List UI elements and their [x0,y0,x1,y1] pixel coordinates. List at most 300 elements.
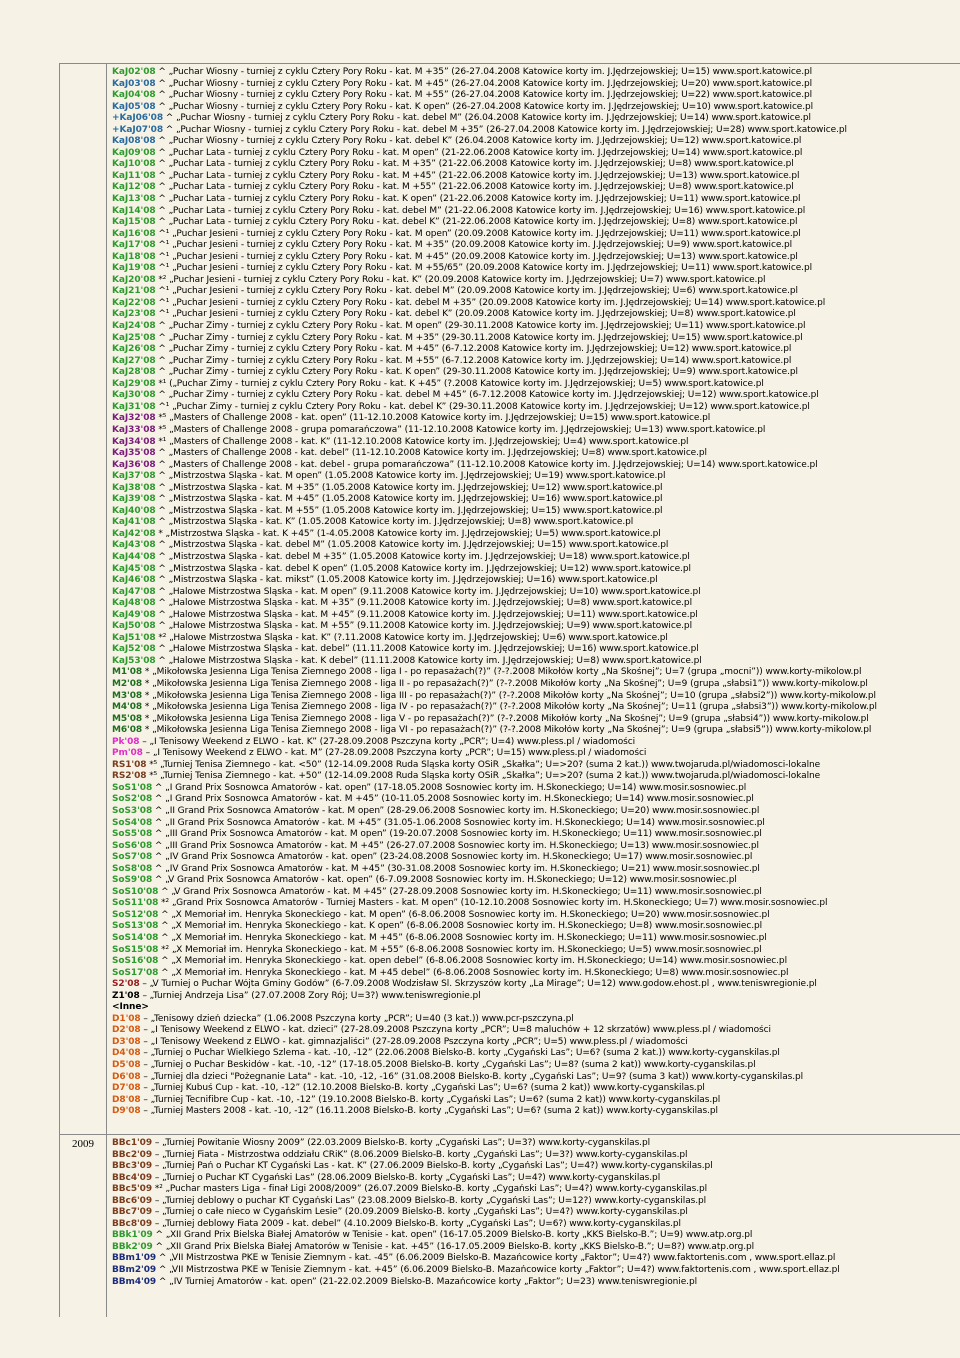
list-item [112,945,960,957]
tournament-code: KaJ04'08 [112,90,156,101]
list-item [112,333,960,345]
list-item [112,171,960,183]
list-item [112,194,960,206]
tournament-description: ^¹ „Puchar Jesieni - turniej z cyklu Cztery Pory Roku - kat. debel M +35” (20.09.2008 Katowice korty im. J.Jędrzejowskiej; U=14) www.sport.katowice.pl [155,297,826,308]
tournament-description: – „V Turniej o Puchar Wójta Gminy Godów” (6-7.09.2008 Wodzisław Śl. Skrzyszów korty „La Mirage”; U=12) www.godow.ehost.pl , www.teniswregionie.pl [139,979,817,990]
tournament-code: M4'08 [112,702,143,713]
tournament-code: KaJ10'08 [112,159,156,170]
tournament-code: BBc4'09 [112,1172,153,1183]
tournament-code: M2'08 [112,678,143,689]
list-item [112,309,960,321]
tournament-description: *² „X Memoriał im. Henryka Skoneckiego - kat. M +55” (6-8.06.2008 Sosnowiec korty im. H.Skoneckiego; U=5) www.mosir.sosnowiec.pl [158,944,762,955]
list-item [112,263,960,275]
tournament-description: ^ „Puchar Wiosny - turniej z cyklu Cztery Pory Roku - kat. K open” (26-27.04.2008 Katowice korty im. J.Jędrzejowskiej; U=10) www.sport.katowice.pl [155,101,814,112]
list-item [112,968,960,980]
list-item [112,529,960,541]
tournament-code: BBc6'09 [112,1195,153,1206]
list-item [112,275,960,287]
list-item [112,748,960,760]
tournament-description: ^ „Mistrzostwa Śląska - kat. M +35” (1.05.2008 Katowice korty im. J.Jędrzejowskiej; U=12) www.sport.katowice.pl [155,482,663,493]
list-item [112,136,960,148]
tournament-description: ^ „Halowe Mistrzostwa Śląska - kat. M +35” (9.11.2008 Katowice korty im. J.Jędrzejowskiej; U=8) www.sport.katowice.pl [155,598,692,609]
tournament-description: ^¹ „Puchar Jesieni - turniej z cyklu Cztery Pory Roku - kat. M +35” (20.09.2008 Katowice korty im. J.Jędrzejowskiej; U=9) www.sport.katowice.pl [155,240,793,251]
tournament-code: KaJ12'08 [112,182,156,193]
tournament-description: ^ „IV Grand Prix Sosnowca Amatorów - kat. M +45” (30-31.08.2008 Sosnowiec korty im. H.Skoneckiego; U=21) www.mosir.sosnowiec.pl [152,863,760,874]
tournament-code: KaJ24'08 [112,321,156,332]
document-table [59,63,960,1317]
tournament-description: ^ „Masters of Challenge 2008 - kat. debel” (11-12.10.2008 Katowice korty im. J.Jędrzejowskiej; U=8) www.sport.katowice.pl [155,448,707,459]
tournament-description: ^ „XII Grand Prix Bielska Białej Amatorów w Tenisie - kat. +45” (16-17.05.2009 Bielsko-B. korty „KKS Bielsko-B.”; U=8?) www.atp.org.pl [152,1241,755,1252]
tournament-code: BBc1'09 [112,1138,153,1148]
list-item [112,1083,960,1095]
tournament-code: KaJ30'08 [112,390,156,401]
tournament-description: ^¹ „Puchar Jesieni - turniej z cyklu Cztery Pory Roku - kat. debel K” (20.09.2008 Katowice korty im. J.Jędrzejowskiej; U=8) www.sport.katowice.pl [155,309,796,320]
tournament-code: M1'08 [112,667,143,678]
tournament-description: – „Turniej Kubuś Cup - kat. -10, -12” (12.10.2008 Bielsko-B. korty „Cygański Las”; U=6? (suma 2 kat)) www.korty-cyganskilas.pl [140,1083,705,1094]
tournament-description: – „Turniej o Puchar Wielkiego Szlema - kat. -10, -12” (22.06.2008 Bielsko-B. korty „Cygański Las”; U=6? (suma 2 kat.)) www.korty-cyganskilas.pl [140,1048,780,1059]
tournament-description: ^ „VII Mistrzostwa PKE w Tenisie Ziemnym - kat. +45” (6.06.2009 Bielsko-B. Mazańcowice korty „Faktor”; U=4?) www.faktortenis.com , www.sport.ellaz.pl [156,1265,840,1276]
tournament-description: – „Turniej deblowy o puchar KT Cygański Las” (23.08.2009 Bielsko-B. korty „Cygański Las”; U=12?) www.korty-cyganskilas.pl [152,1195,707,1206]
list-item [112,1048,960,1060]
list-item [112,679,960,691]
tournament-description: * „Mikołowska Jesienna Liga Tenisa Ziemnego 2008 - liga I - po repasażach(?)” (?-?.2008 Mikołów korty „Na Skośnej”; U=7 (grupa „mocni”)) www.korty-mikolow.pl [142,667,862,678]
year-divider [60,1134,960,1135]
tournament-code: KaJ05'08 [112,101,156,112]
tournament-code: KaJ29'08 [112,378,156,389]
list-item [112,644,960,656]
list-item [112,286,960,298]
tournament-description: ^ „Puchar Lata - turniej z cyklu Cztery Pory Roku - kat. M +55” (21-22.06.2008 Katowice korty im. J.Jędrzejowskiej; U=8) www.sport.katowice.pl [155,182,794,193]
tournament-description: ^ „Halowe Mistrzostwa Śląska - kat. M +45” (9.11.2008 Katowice korty im. J.Jędrzejowskiej; U=11) www.sport.katowice.pl [155,609,698,620]
list-item [112,90,960,102]
tournament-description: – „I Tenisowy Weekend z ELWO - kat. K” (27-28.09.2008 Pszczyna korty „PCR”; U=4) www.pless.pl / wiadomości [139,736,636,747]
list-item [112,910,960,922]
list-item [112,979,960,991]
list-item [112,737,960,749]
list-item [112,367,960,379]
list-item [112,517,960,529]
tournament-description: *⁵ „Masters of Challenge 2008 - kat. open” (11-12.10.2008 Katowice korty im. J.Jędrzejowskiej; U=15) www.sport.katowice.pl [155,413,711,424]
list-item [112,818,960,830]
tournament-description: ^ „Puchar Lata - turniej z cyklu Cztery Pory Roku - kat. M +35” (21-22.06.2008 Katowice korty im. J.Jędrzejowskiej; U=8) www.sport.katowice.pl [155,159,794,170]
tournament-code: KaJ17'08 [112,240,156,251]
tournament-code: D4'08 [112,1048,141,1059]
tournament-description: ^ „Puchar Wiosny - turniej z cyklu Cztery Pory Roku - kat. M +35” (26-27.04.2008 Katowice korty im. J.Jędrzejowskiej; U=15) www.sport.katowice.pl [155,67,813,77]
tournament-code: KaJ45'08 [112,563,156,574]
tournament-description: * „Mikołowska Jesienna Liga Tenisa Ziemnego 2008 - liga II - po repasażach(?)” (?-?.2008 Mikołów korty „Na Skośnej”; U=9 (grupa „słabsi1”)) www.korty-mikolow.pl [142,678,868,689]
tournament-code: D1'08 [112,1013,141,1024]
tournament-description: ^ „Mistrzostwa Śląska - kat. debel M +35” (1.05.2008 Katowice korty im. J.Jędrzejowskiej; U=18) www.sport.katowice.pl [155,551,690,562]
tournament-description: ^ „X Memoriał im. Henryka Skoneckiego - kat. M +45 debel” (6-8.06.2008 Sosnowiec korty im. H.Skoneckiego; U=8) www.mosir.sosnowiec.pl [158,967,789,978]
list-item [112,864,960,876]
list-item [112,771,960,783]
list-item [112,933,960,945]
list-item [112,587,960,599]
list-item [112,448,960,460]
tournament-description: ^¹ „Puchar Jesieni - turniej z cyklu Cztery Pory Roku - kat. M +45” (20.09.2008 Katowice korty im. J.Jędrzejowskiej; U=13) www.sport.katowice.pl [155,251,798,262]
tournament-code: KaJ39'08 [112,494,156,505]
list-item [112,656,960,668]
list-item [112,240,960,252]
tournament-code: SoS8'08 [112,863,153,874]
list-item [112,1072,960,1084]
tournament-description: – „I Tenisowy Weekend z ELWO - kat. M” (27-28.09.2008 Pszczyna korty „PCR”; U=15) www.pless.pl / wiadomości [142,748,647,759]
tournament-description: *⁵ „Turniej Tenisa Ziemnego - kat. +50” (12-14.09.2008 Ruda Śląska korty OSiR „Skałka”; U=>20? (suma 2 kat.)) www.twojaruda.pl/wiadomosci-lokalne [146,771,821,782]
tournament-code: D3'08 [112,1036,141,1047]
tournament-code: KaJ15'08 [112,217,156,228]
tournament-description: ^ „II Grand Prix Sosnowca Amatorów - kat. M +45” (31.05-1.06.2008 Sosnowiec korty im. H.Skoneckiego; U=14) www.mosir.sosnowiec.pl [152,817,765,828]
tournament-description: *² „Puchar masters Liga - finał Ligi 2008/2009” (26.07.2009 Bielsko-B. korty „Cygański Las”; U=4?) www.korty-cyganskilas.pl [152,1184,708,1195]
list-item [112,182,960,194]
list-item [112,852,960,864]
tournament-description: ^ „VII Mistrzostwa PKE w Tenisie Ziemnym - kat. -45” (6.06.2009 Bielsko-B. Mazańcowice korty „Faktor”; U=4?) www.faktortenis.com , www.sport.ellaz.pl [156,1253,836,1264]
tournament-description: ^ „I Grand Prix Sosnowca Amatorów - kat. open” (17-18.05.2008 Sosnowiec korty im. H.Skoneckiego; U=14) www.mosir.sosnowiec.pl [152,782,747,793]
tournament-code: M3'08 [112,690,143,701]
tournament-list-2008 [112,67,960,1118]
tournament-code: KaJ11'08 [112,170,156,181]
tournament-code: SoS7'08 [112,852,153,863]
tournament-code: KaJ23'08 [112,309,156,320]
tournament-description: *² „Grand Prix Sosnowca Amatorów - Turniej Masters - kat. M open” (10-12.10.2008 Sosnowiec korty im. H.Skoneckiego; U=7) www.mosir.sosnowiec.pl [158,898,828,909]
tournament-code: KaJ13'08 [112,194,156,205]
list-item [112,229,960,241]
tournament-code: M5'08 [112,713,143,724]
tournament-list-2009 [112,1138,960,1288]
list-item [112,760,960,772]
tournament-description: ^ „Mistrzostwa Śląska - kat. K” (1.05.2008 Katowice korty im. J.Jędrzejowskiej; U=8) www.sport.katowice.pl [155,517,634,528]
list-item [112,1184,960,1196]
tournament-description: *² „Halowe Mistrzostwa Śląska - kat. K” (?.11.2008 Katowice korty im. J.Jędrzejowskiej; U=6) www.sport.katowice.pl [155,632,668,643]
tournament-description: ^ „Halowe Mistrzostwa Śląska - kat. K debel” (11.11.2008 Katowice korty im. J.Jędrzejowskiej; U=8) www.sport.katowice.pl [155,655,702,666]
tournament-description: – „Turniej Powitanie Wiosny 2009” (22.03.2009 Bielsko-B. korty „Cygański Las”; U=3?) www.korty-cyganskilas.pl [152,1138,651,1148]
tournament-description: ^ „Puchar Zimy - turniej z cyklu Cztery Pory Roku - kat. M +45” (6-7.12.2008 Katowice korty im. J.Jędrzejowskiej; U=12) www.sport.katowice.pl [155,344,792,355]
list-item [112,125,960,137]
tournament-description: ^ „Puchar Wiosny - turniej z cyklu Cztery Pory Roku - kat. M +45” (26-27.04.2008 Katowice korty im. J.Jędrzejowskiej; U=20) www.sport.katowice.pl [155,78,813,89]
tournament-description: ^ „IV Turniej Amatorów - kat. open” (21-22.02.2009 Bielsko-B. Mazańcowice korty „Faktor”; U=23) www.teniswregionie.pl [156,1276,698,1287]
list-item [112,806,960,818]
tournament-description: ^ „IV Grand Prix Sosnowca Amatorów - kat. open” (23-24.08.2008 Sosnowiec korty im. H.Skoneckiego; U=17) www.mosir.sosnowiec.pl [152,852,753,863]
list-item [112,79,960,91]
list-item [112,1196,960,1208]
tournament-code: KaJ25'08 [112,332,156,343]
tournament-code: BBc2'09 [112,1149,153,1160]
tournament-description: * „Mikołowska Jesienna Liga Tenisa Ziemnego 2008 - liga IV - po repasażach(?)” (?-?.2008 Mikołów korty „Na Skośnej”; U=11 (grupa „słabsi3”)) www.korty-mikolow.pl [142,702,877,713]
tournament-code: KaJ52'08 [112,644,156,655]
tournament-description: ^ „X Memoriał im. Henryka Skoneckiego - kat. K open” (6-8.06.2008 Sosnowiec korty im. H.Skoneckiego; U=8) www.mosir.sosnowiec.pl [158,921,763,932]
list-item [112,610,960,622]
tournament-description: ^ „Puchar Wiosny - turniej z cyklu Cztery Pory Roku - kat. debel M +35” (26-27.04.2008 Katowice korty im. J.Jędrzejowskiej; U=28) www.sport.katowice.pl [163,124,847,135]
tournament-code: SoS9'08 [112,875,153,886]
list-item [112,102,960,114]
tournament-description: ^ „Masters of Challenge 2008 - kat. debel - grupa pomarańczowa” (11-12.10.2008 Katowice korty im. J.Jędrzejowskiej; U=14) www.sport.katowice.pl [155,459,818,470]
tournament-description: ^ „Mistrzostwa Śląska - kat. debel K open” (1.05.2008 Katowice korty im. J.Jędrzejowskiej; U=12) www.sport.katowice.pl [155,563,691,574]
list-item [112,783,960,795]
tournament-description: – „Tenisowy dzień dziecka” (1.06.2008 Pszczyna korty „PCR”; U=40 (3 kat.)) www.pcr-pszczyna.pl [140,1013,574,1024]
list-item [112,67,960,79]
list-item [112,991,960,1003]
list-item [112,1277,960,1289]
list-item [112,1138,960,1150]
tournament-description: – „Turniej Masters 2008 - kat. -10, -12” (16.11.2008 Bielsko-B. korty „Cygański Las”; U=6? (suma 2 kat)) www.korty-cyganskilas.pl [140,1106,718,1117]
tournament-code: M6'08 [112,725,143,736]
list-item [112,1253,960,1265]
tournament-code: KaJ26'08 [112,344,156,355]
tournament-description: ^ „V Grand Prix Sosnowca Amatorów - kat. open” (6-7.09.2008 Sosnowiec korty im. H.Skoneckiego; U=12) www.mosir.sosnowiec.pl [152,875,737,886]
tournament-code: BBc3'09 [112,1161,153,1172]
list-item [112,956,960,968]
tournament-code: SoS12'08 [112,909,159,920]
list-item [112,841,960,853]
list-item [112,1014,960,1026]
tournament-code: KaJ36'08 [112,459,156,470]
list-item [112,1173,960,1185]
tournament-code: KaJ34'08 [112,436,156,447]
tournament-description: *⁵ „Turniej Tenisa Ziemnego - kat. <50” (12-14.09.2008 Ruda Śląska korty OSiR „Skałka”; U=>20? (suma 2 kat.)) www.twojaruda.pl/wiadomosci-lokalne [146,759,821,770]
tournament-code: SoS4'08 [112,817,153,828]
tournament-code: SoS14'08 [112,933,159,944]
tournament-code: BBm4'09 [112,1276,157,1287]
list-item [112,483,960,495]
list-item [112,494,960,506]
tournament-description: ^ „Puchar Wiosny - turniej z cyklu Cztery Pory Roku - kat. M +55” (26-27.04.2008 Katowice korty im. J.Jędrzejowskiej; U=22) www.sport.katowice.pl [155,90,813,101]
tournament-code: KaJ49'08 [112,609,156,620]
tournament-description: ^ „Puchar Lata - turniej z cyklu Cztery Pory Roku - kat. M +45” (21-22.06.2008 Katowice korty im. J.Jędrzejowskiej; U=13) www.sport.katowice.pl [155,170,800,181]
list-item [112,702,960,714]
tournament-code: KaJ53'08 [112,655,156,666]
tournament-code: KaJ38'08 [112,482,156,493]
list-item [112,1150,960,1162]
tournament-description: ^ „XII Grand Prix Bielska Białej Amatorów w Tenisie - kat. open” (16-17.05.2009 Bielsko-B. korty „KKS Bielsko-B.”; U=9) www.atp.org.pl [152,1230,753,1241]
tournament-code: KaJ20'08 [112,274,156,285]
tournament-description: ^ „Mistrzostwa Śląska - kat. debel M” (1.05.2008 Katowice korty im. J.Jędrzejowskiej; U=15) www.sport.katowice.pl [155,540,669,551]
list-item [112,829,960,841]
tournament-description: ^ „V Grand Prix Sosnowca Amatorów - kat. M +45” (27-28.09.2008 Sosnowiec korty im. H.Skoneckiego; U=11) www.mosir.sosnowiec.pl [158,886,762,897]
tournament-code: BBm1'09 [112,1253,157,1264]
list-item [112,1106,960,1118]
list-item [112,1242,960,1254]
tournament-code: KaJ42'08 [112,528,156,539]
tournament-description: – „Turniej deblowy Fiata 2009 - kat. debel” (4.10.2009 Bielsko-B. korty „Cygański Las”; U=6?) www.korty-cyganskilas.pl [152,1218,681,1229]
tournament-code: KaJ21'08 [112,286,156,297]
tournament-description: ^¹ „Puchar Jesieni - turniej z cyklu Cztery Pory Roku - kat. M open” (20.09.2008 Katowice korty im. J.Jędrzejowskiej; U=11) www.sport.katowice.pl [155,228,801,239]
tournament-code: SoS3'08 [112,806,153,816]
tournament-description: * „Mikołowska Jesienna Liga Tenisa Ziemnego 2008 - liga VI - po repasażach(?)” (?-?.2008 Mikołów korty „Na Skośnej”; U=9 (grupa „słabsi5”)) www.korty-mikolow.pl [142,725,872,736]
year-label-2009: 2009 [72,1138,94,1150]
tournament-code: SoS11'08 [112,898,159,909]
tournament-code: KaJ50'08 [112,621,156,632]
list-item [112,460,960,472]
tournament-description: *¹ („Puchar Zimy - turniej z cyklu Cztery Pory Roku - kat. K +45” (?.2008 Katowice korty im. J.Jędrzejowskiej; U=5) www.sport.katowice.pl [155,378,764,389]
tournament-code: KaJ44'08 [112,551,156,562]
list-item [112,390,960,402]
tournament-description: ^ „Puchar Lata - turniej z cyklu Cztery Pory Roku - kat. K open” (21-22.06.2008 Katowice korty im. J.Jędrzejowskiej; U=11) www.sport.katowice.pl [155,194,801,205]
list-item [112,714,960,726]
list-item [112,437,960,449]
tournament-code: BBm2'09 [112,1265,157,1276]
tournament-code: SoS6'08 [112,840,153,851]
tournament-code: D6'08 [112,1071,141,1082]
tournament-code: KaJ48'08 [112,598,156,609]
list-item [112,148,960,160]
tournament-description: ^ „Puchar Wiosny - turniej z cyklu Cztery Pory Roku - kat. debel K” (26.04.2008 Katowice korty im. J.Jędrzejowskiej; U=12) www.sport.katowice.pl [155,136,802,147]
tournament-code: D2'08 [112,1025,141,1036]
list-item [112,159,960,171]
list-item [112,921,960,933]
tournament-description: ^ „Halowe Mistrzostwa Śląska - kat. debel” (11.11.2008 Katowice korty im. J.Jędrzejowskiej; U=16) www.sport.katowice.pl [155,644,699,655]
list-item [112,691,960,703]
tournament-code: S2'08 [112,979,140,990]
tournament-description: – „Turniej Andrzeja Lisa” (27.07.2008 Żory Rój; U=3?) www.teniswregionie.pl [139,990,481,1001]
list-item [112,356,960,368]
tournament-code: D9'08 [112,1106,141,1117]
list-item [112,1161,960,1173]
tournament-code: KaJ02'08 [112,67,156,77]
list-item [112,875,960,887]
tournament-description: ^ „Puchar Zimy - turniej z cyklu Cztery Pory Roku - kat. K open” (29-30.11.2008 Katowice korty im. J.Jędrzejowskiej; U=9) www.sport.katowice.pl [155,367,798,378]
tournament-code: SoS2'08 [112,794,153,805]
list-item [112,1025,960,1037]
year-column [60,64,107,1317]
list-item [112,298,960,310]
tournament-description: ^ „Mistrzostwa Śląska - kat. mikst” (1.05.2008 Katowice korty im. J.Jędrzejowskiej; U=16) www.sport.katowice.pl [155,575,658,586]
list-item [112,217,960,229]
tournament-code: KaJ18'08 [112,251,156,262]
tournament-description: * „Mistrzostwa Śląska - kat. K +45” (1-4.05.2008 Katowice korty im. J.Jędrzejowskiej; U=5) www.sport.katowice.pl [155,528,661,539]
tournament-description: – „Turniej Pań o Puchar KT Cygański Las - kat. K” (27.06.2009 Bielsko-B. korty „Cygański Las”; U=4?) www.korty-cyganskilas.pl [152,1161,713,1172]
tournament-code: SoS10'08 [112,886,159,897]
tournament-description: ^ „Puchar Zimy - turniej z cyklu Cztery Pory Roku - kat. M +35” (29-30.11.2008 Katowice korty im. J.Jędrzejowskiej; U=15) www.sport.katowice.pl [155,332,803,343]
tournament-code: SoS17'08 [112,967,159,978]
tournament-description: – „Turniej o Puchar KT Cygański Las” (28.06.2009 Bielsko-B. korty „Cygański Las”; U=4?) www.korty-cyganskilas.pl [152,1172,661,1183]
tournament-description: ^ „Mistrzostwa Śląska - kat. M +45” (1.05.2008 Katowice korty im. J.Jędrzejowskiej; U=16) www.sport.katowice.pl [155,494,663,505]
tournament-description: ^ „Puchar Lata - turniej z cyklu Cztery Pory Roku - kat. debel M” (21-22.06.2008 Katowice korty im. J.Jędrzejowskiej; U=16) www.sport.katowice.pl [155,205,806,216]
tournament-code: BBc5'09 [112,1184,153,1195]
tournament-description: ^ „Mistrzostwa Śląska - kat. M +55” (1.05.2008 Katowice korty im. J.Jędrzejowskiej; U=15) www.sport.katowice.pl [155,505,663,516]
tournament-description: ^ „I Grand Prix Sosnowca Amatorów - kat. M +45” (10-11.05.2008 Sosnowiec korty im. H.Skoneckiego; U=14) www.mosir.sosnowiec.pl [152,794,754,805]
tournament-description: ^ „Puchar Lata - turniej z cyklu Cztery Pory Roku - kat. debel K” (21-22.06.2008 Katowice korty im. J.Jędrzejowskiej; U=8) www.sport.katowice.pl [155,217,798,228]
tournament-code: KaJ28'08 [112,367,156,378]
list-item [112,552,960,564]
tournament-description: * „Mikołowska Jesienna Liga Tenisa Ziemnego 2008 - liga V - po repasażach(?)” (?-?.2008 Mikołów korty „Na Skośnej”; U=9 (grupa „słabsi4”)) www.korty-mikolow.pl [142,713,869,724]
tournament-description: – „I Tenisowy Weekend z ELWO - kat. gimnazjaliści” (27-28.09.2008 Pszczyna korty „PCR”; U=5) www.pless.pl / wiadomości [140,1036,688,1047]
list-item [112,1219,960,1231]
tournament-code: D8'08 [112,1094,141,1105]
tournament-code: KaJ41'08 [112,517,156,528]
tournament-code: SoS1'08 [112,782,153,793]
tournament-description: ^ „X Memoriał im. Henryka Skoneckiego - kat. M +45” (6-8.06.2008 Sosnowiec korty im. H.Skoneckiego; U=11) www.mosir.sosnowiec.pl [158,933,767,944]
list-item [112,413,960,425]
tournament-code: RŚ1'08 [112,759,147,770]
tournament-description: – „Turniej Fiata - Mistrzostwa oddziału CRiK” (8.06.2009 Bielsko-B. korty „Cygański Las”; U=3?) www.korty-cyganskilas.pl [152,1149,688,1160]
tournament-description: – „Turniej dla dzieci "Pożegnanie Lata" - kat. -10, -12, -16” (31.08.2008 Bielsko-B. korty „Cygański Las”; U=9? (suma 3 kat)) www.korty-cyganskilas.pl [140,1071,804,1082]
tournament-code: RŚ2'08 [112,771,147,782]
list-item [112,425,960,437]
tournament-code: BBk1'09 [112,1230,153,1241]
tournament-code: SoS13'08 [112,921,159,932]
list-item [112,321,960,333]
list-item [112,506,960,518]
tournament-description: ^ „Puchar Lata - turniej z cyklu Cztery Pory Roku - kat. M open” (21-22.06.2008 Katowice korty im. J.Jędrzejowskiej; U=14) www.sport.katowice.pl [155,147,803,158]
tournament-code: KaJ19'08 [112,263,156,274]
tournament-code: D5'08 [112,1060,141,1071]
tournament-code: KaJ46'08 [112,575,156,586]
list-item [112,206,960,218]
tournament-code: Pk'08 [112,736,140,747]
tournament-code: D7'08 [112,1083,141,1094]
tournament-code: SoS15'08 [112,944,159,955]
tournament-code: KaJ09'08 [112,147,156,158]
tournament-code: KaJ33'08 [112,424,156,435]
tournament-description: – „Turniej Tecnifibre Cup - kat. -10, -12” (19.10.2008 Bielsko-B. korty „Cygański Las”; U=6? (suma 2 kat)) www.korty-cyganskilas.pl [140,1094,721,1105]
tournament-code: <Inne> [112,1002,149,1013]
tournament-description: – „Turniej o całe nieco w Cygańskim Lesie” (20.09.2009 Bielsko-B. korty „Cygański Las”; U=4?) www.korty-cyganskilas.pl [152,1207,688,1218]
tournament-code: SoS16'08 [112,956,159,967]
tournament-description: ^¹ „Puchar Jesieni - turniej z cyklu Cztery Pory Roku - kat. M +55/65” (20.09.2008 Katowice korty im. J.Jędrzejowskiej; U=11) www.sport.katowice.pl [155,263,812,274]
list-item [112,575,960,587]
tournament-code: KaJ16'08 [112,228,156,239]
tournament-description: ^ „X Memoriał im. Henryka Skoneckiego - kat. open debel” (6-8.06.2008 Sosnowiec korty im. H.Skoneckiego; U=14) www.mosir.sosnowiec.pl [158,956,787,967]
tournament-description: *¹ „Masters of Challenge 2008 - kat. K” (11-12.10.2008 Katowice korty im. J.Jędrzejowskiej; U=4) www.sport.katowice.pl [155,436,689,447]
list-item [112,1095,960,1107]
tournament-description: ^ „Puchar Zimy - turniej z cyklu Cztery Pory Roku - kat. M +55” (6-7.12.2008 Katowice korty im. J.Jędrzejowskiej; U=14) www.sport.katowice.pl [155,355,792,366]
tournament-code: KaJ35'08 [112,448,156,459]
list-item [112,1230,960,1242]
tournament-description: ^ „Halowe Mistrzostwa Śląska - kat. M open” (9.11.2008 Katowice korty im. J.Jędrzejowskiej; U=10) www.sport.katowice.pl [155,586,701,597]
list-item [112,794,960,806]
tournament-code: KaJ32'08 [112,413,156,424]
list-item [112,540,960,552]
tournament-code: KaJ37'08 [112,471,156,482]
tournament-description: ^ „Halowe Mistrzostwa Śląska - kat. M +55” (9.11.2008 Katowice korty im. J.Jędrzejowskiej; U=9) www.sport.katowice.pl [155,621,692,632]
tournament-code: BBk2'09 [112,1241,153,1252]
tournament-description: * „Mikołowska Jesienna Liga Tenisa Ziemnego 2008 - liga III - po repasażach(?)” (?-?.2008 Mikołów korty „Na Skośnej”; U=10 (grupa „słabsi2”)) www.korty-mikolow.pl [142,690,876,701]
tournament-description: ^ „Mistrzostwa Śląska - kat. M open” (1.05.2008 Katowice korty im. J.Jędrzejowskiej; U=19) www.sport.katowice.pl [155,471,666,482]
tournament-code: KaJ51'08 [112,632,156,643]
tournament-code: Ż1'08 [112,990,140,1001]
tournament-description: ^ „Puchar Wiosny - turniej z cyklu Cztery Pory Roku - kat. debel M” (26.04.2008 Katowice korty im. J.Jędrzejowskiej; U=14) www.sport.katowice.pl [163,113,811,124]
tournament-code: KaJ27'08 [112,355,156,366]
list-item [112,1265,960,1277]
tournament-description: ^ „X Memoriał im. Henryka Skoneckiego - kat. M open” (6-8.06.2008 Sosnowiec korty im. H.Skoneckiego; U=20) www.mosir.sosnowiec.pl [158,909,770,920]
tournament-code: KaJ22'08 [112,297,156,308]
list-item [112,667,960,679]
tournament-code: KaJ47'08 [112,586,156,597]
list-item [112,471,960,483]
tournament-code: BBc8'09 [112,1218,153,1229]
list-item [112,725,960,737]
list-item [112,621,960,633]
list-item [112,564,960,576]
tournament-code: Pm'08 [112,748,143,759]
list-item [112,1002,960,1014]
tournament-description: ^ „III Grand Prix Sosnowca Amatorów - kat. M +45” (26-27.07.2008 Sosnowiec korty im. H.Skoneckiego; U=13) www.mosir.sosnowiec.pl [152,840,759,851]
tournament-description: ^¹ „Puchar Zimy - turniej z cyklu Cztery Pory Roku - kat. debel K” (29-30.11.2008 Katowice korty im. J.Jędrzejowskiej; U=12) www.sport.katowice.pl [155,401,810,412]
tournament-description: *² „Puchar Jesieni - turniej z cyklu Cztery Pory Roku - kat. K” (20.09.2008 Katowice korty im. J.Jędrzejowskiej; U=7) www.sport.katowice.pl [155,274,766,285]
tournament-description: – „Turniej o Puchar Beskidów - kat. -10, -12” (17-18.05.2008 Bielsko-B. korty „Cygański Las”; U=8? (suma 2 kat)) www.korty-cyganskilas.pl [140,1060,756,1071]
list-item [112,598,960,610]
list-item [112,1207,960,1219]
tournament-description: ^ „II Grand Prix Sosnowca Amatorów - kat. M open” (28-29.06.2008 Sosnowiec korty im. H.Skoneckiego; U=20) www.mosir.sosnowiec.pl [152,806,760,816]
list-item [112,1060,960,1072]
tournament-code: +KaJ06'08 [112,113,164,124]
list-item [112,252,960,264]
tournament-code: KaJ14'08 [112,205,156,216]
tournament-code: KaJ31'08 [112,401,156,412]
tournament-code: BBc7'09 [112,1207,153,1218]
tournament-code: +KaJ07'08 [112,124,164,135]
list-item [112,1037,960,1049]
tournament-code: KaJ43'08 [112,540,156,551]
